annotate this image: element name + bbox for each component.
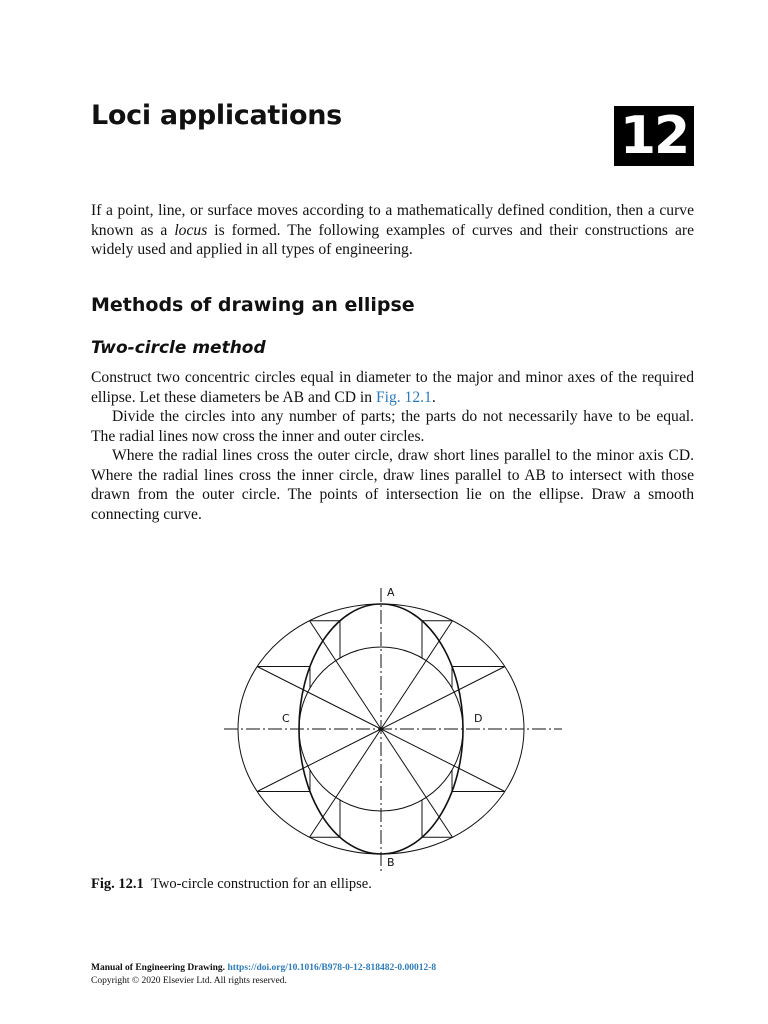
body-paragraph-2: Divide the circles into any number of parts; the parts do not necessarily have to be equal. The radial lines now cross the inner and outer circles. — [91, 408, 694, 445]
p1-text-2: . — [431, 388, 436, 406]
chapter-number-badge: 12 — [614, 106, 694, 166]
radial-line-1 — [381, 621, 453, 729]
figure-link[interactable]: Fig. 12.1 — [375, 388, 432, 406]
subsection-heading: Two-circle method — [91, 338, 266, 358]
footer-doi-link[interactable]: https://doi.org/10.1016/B978-0-12-818482-0.00012-8 — [227, 963, 437, 973]
p1-text-1: Construct two concentric circles equal in diameter to the major and minor axes of the required ellipse. Let these diameters be AB and CD in — [91, 369, 694, 406]
caption-text: Two-circle construction for an ellipse. — [151, 876, 372, 892]
section-heading: Methods of drawing an ellipse — [91, 294, 415, 316]
radial-line-5 — [310, 729, 382, 837]
intro-italic-term: locus — [174, 221, 208, 239]
body-paragraph-3: Where the radial lines cross the outer circle, draw short lines parallel to the minor axis CD. Where the radial lines cross the inner circle, draw lines parallel to AB to intersect with those drawn from the outer circle. The points of intersection lie on the ellipse. Draw a smooth connecting curve. — [91, 447, 694, 523]
chapter-title: Loci applications — [91, 100, 342, 131]
footer-copyright: Copyright © 2020 Elsevier Ltd. All rights reserved. — [91, 976, 287, 986]
caption-label: Fig. 12.1 — [91, 876, 144, 892]
intro-text-2: is formed. The following examples of curves and their constructions are widely used and applied in all types of engineering. — [91, 221, 694, 258]
label-c: C — [282, 712, 290, 725]
intro-text-1: If a point, line, or surface moves according to a mathematically defined condition, then a curve known as a — [91, 202, 694, 239]
label-d: D — [474, 712, 483, 725]
label-b: B — [387, 856, 395, 869]
figure-caption — [91, 876, 372, 893]
label-a: A — [387, 586, 395, 599]
footer-book: Manual of Engineering Drawing. — [91, 963, 226, 973]
radial-line-2 — [310, 621, 382, 729]
footer-citation — [91, 963, 436, 973]
radial-line-6 — [381, 729, 453, 837]
